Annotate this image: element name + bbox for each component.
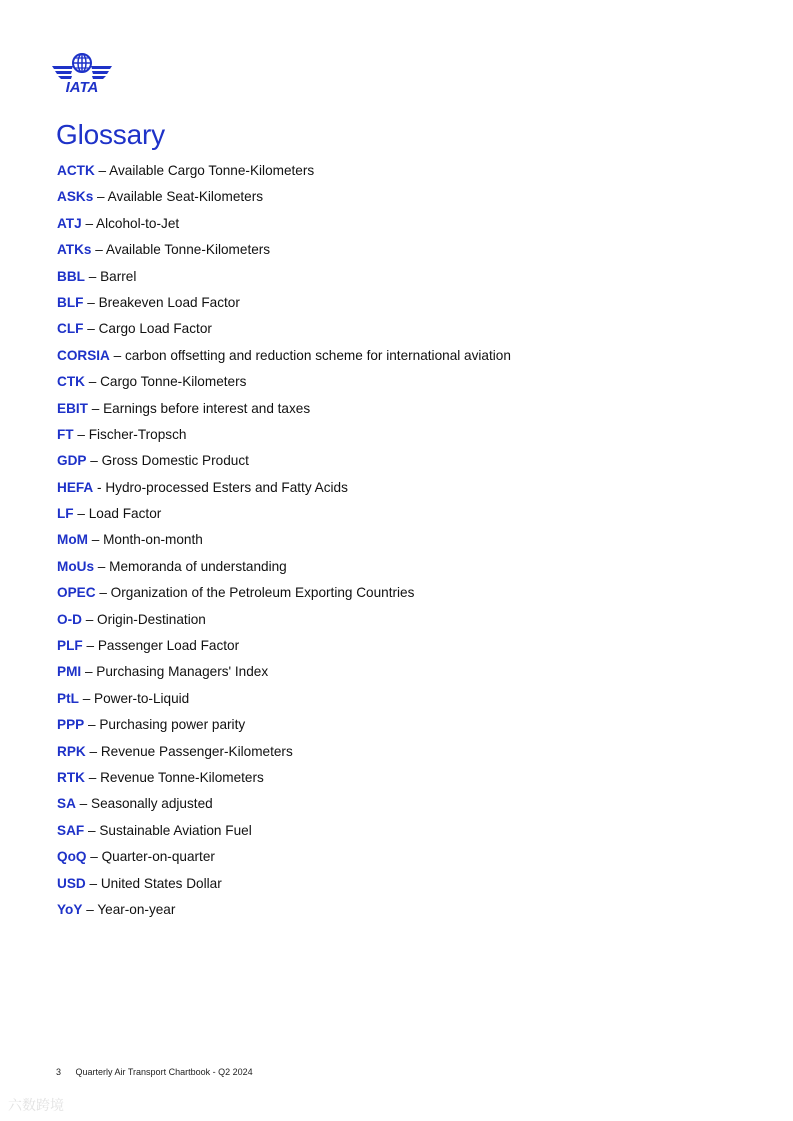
glossary-entry <box>57 607 777 633</box>
glossary-separator: – <box>88 268 97 284</box>
glossary-term: CORSIA <box>57 347 110 363</box>
glossary-definition: Revenue Tonne-Kilometers <box>100 769 264 785</box>
glossary-definition: Purchasing Managers' Index <box>96 664 269 680</box>
glossary-term: SA <box>57 796 76 812</box>
glossary-term: USD <box>57 875 86 891</box>
glossary-separator: – <box>99 585 107 601</box>
glossary-entry <box>57 818 777 844</box>
glossary-entry <box>57 290 777 316</box>
glossary-definition: Fischer-Tropsch <box>88 426 187 442</box>
glossary-definition: Cargo Load Factor <box>98 321 212 337</box>
glossary-entry <box>57 158 777 184</box>
glossary-term: QoQ <box>57 849 87 865</box>
glossary-definition: Hydro-processed Esters and Fatty Acids <box>105 479 348 495</box>
glossary-entry <box>57 659 777 685</box>
glossary-separator: – <box>97 189 105 205</box>
glossary-definition: Origin-Destination <box>97 611 206 627</box>
glossary-entry <box>57 369 777 395</box>
glossary-entry <box>57 791 777 817</box>
glossary-entry <box>57 264 777 290</box>
glossary-definition: Available Tonne-Kilometers <box>105 242 271 258</box>
glossary-separator: – <box>88 769 97 785</box>
glossary-definition: Load Factor <box>88 506 162 522</box>
glossary-separator: – <box>77 506 85 522</box>
iata-globe-wings-icon <box>51 52 113 94</box>
iata-logo <box>51 52 113 94</box>
glossary-entry <box>57 554 777 580</box>
glossary-separator: – <box>77 426 85 442</box>
glossary-entry <box>57 633 777 659</box>
glossary-term: HEFA <box>57 479 94 495</box>
glossary-list <box>57 158 777 923</box>
glossary-term: O-D <box>57 611 82 627</box>
glossary-definition: Month-on-month <box>103 532 203 548</box>
glossary-term: ATKs <box>57 242 92 258</box>
glossary-definition: Quarter-on-quarter <box>101 849 215 865</box>
glossary-definition: Barrel <box>100 268 137 284</box>
glossary-definition: United States Dollar <box>100 875 222 891</box>
glossary-entry <box>57 475 777 501</box>
glossary-entry <box>57 765 777 791</box>
glossary-definition: carbon offsetting and reduction scheme for international aviation <box>125 347 511 363</box>
glossary-entry <box>57 211 777 237</box>
glossary-separator: – <box>91 532 100 548</box>
glossary-term: SAF <box>57 822 85 838</box>
page-number: 3 <box>56 1067 62 1077</box>
glossary-definition: Revenue Passenger-Kilometers <box>100 743 293 759</box>
glossary-term: RPK <box>57 743 86 759</box>
watermark: 六数跨境 <box>8 1097 64 1113</box>
glossary-separator: – <box>79 796 88 812</box>
glossary-separator: – <box>89 875 98 891</box>
glossary-term: YoY <box>57 901 83 917</box>
glossary-term: MoM <box>57 532 88 548</box>
glossary-term: ATJ <box>57 215 82 231</box>
glossary-term: MoUs <box>57 558 95 574</box>
glossary-entry <box>57 316 777 342</box>
glossary-entry <box>57 871 777 897</box>
glossary-separator: – <box>113 347 122 363</box>
glossary-definition: Available Seat-Kilometers <box>107 189 264 205</box>
glossary-term: BBL <box>57 268 85 284</box>
glossary-term: PtL <box>57 690 79 706</box>
glossary-definition: Memoranda of understanding <box>109 558 287 574</box>
glossary-separator: – <box>97 558 106 574</box>
glossary-term: EBIT <box>57 400 88 416</box>
page-footer <box>56 1067 253 1077</box>
glossary-definition: Cargo Tonne-Kilometers <box>100 374 247 390</box>
glossary-definition: Breakeven Load Factor <box>98 294 240 310</box>
glossary-term: BLF <box>57 294 84 310</box>
glossary-separator: – <box>84 664 93 680</box>
glossary-definition: Passenger Load Factor <box>97 638 240 654</box>
glossary-term: GDP <box>57 453 87 469</box>
glossary-separator: – <box>85 215 94 231</box>
glossary-definition: Alcohol-to-Jet <box>96 215 180 231</box>
glossary-definition: Sustainable Aviation Fuel <box>99 822 252 838</box>
glossary-term: CLF <box>57 321 84 337</box>
glossary-definition: Power-to-Liquid <box>94 690 190 706</box>
glossary-entry <box>57 396 777 422</box>
glossary-separator: – <box>85 611 94 627</box>
glossary-term: FT <box>57 426 74 442</box>
glossary-separator: – <box>88 374 97 390</box>
glossary-entry <box>57 343 777 369</box>
glossary-term: ASKs <box>57 189 94 205</box>
glossary-entry <box>57 501 777 527</box>
glossary-entry <box>57 712 777 738</box>
glossary-term: LF <box>57 506 74 522</box>
glossary-definition: Year-on-year <box>97 901 176 917</box>
glossary-separator: – <box>87 321 95 337</box>
glossary-term: OPEC <box>57 585 96 601</box>
glossary-entry <box>57 237 777 263</box>
glossary-separator: – <box>82 690 91 706</box>
glossary-entry <box>57 527 777 553</box>
glossary-term: PLF <box>57 638 83 654</box>
glossary-definition: Organization of the Petroleum Exporting Countries <box>110 585 415 601</box>
glossary-entry <box>57 739 777 765</box>
glossary-entry <box>57 897 777 923</box>
glossary-entry <box>57 448 777 474</box>
glossary-separator: – <box>87 294 95 310</box>
glossary-separator: – <box>95 242 103 258</box>
page-title: Glossary <box>56 119 165 150</box>
glossary-entry <box>57 844 777 870</box>
glossary-entry <box>57 580 777 606</box>
glossary-entry <box>57 686 777 712</box>
glossary-separator: – <box>87 822 96 838</box>
glossary-separator: – <box>98 163 107 178</box>
glossary-separator: – <box>90 453 98 469</box>
glossary-separator: – <box>91 400 100 416</box>
glossary-definition: Purchasing power parity <box>99 717 246 733</box>
glossary-separator: - <box>97 479 102 495</box>
glossary-separator: – <box>89 743 98 759</box>
glossary-term: PMI <box>57 664 82 680</box>
glossary-term: CTK <box>57 374 85 390</box>
glossary-term: RTK <box>57 769 85 785</box>
glossary-term: ACTK <box>57 163 95 178</box>
glossary-definition: Gross Domestic Product <box>101 453 249 469</box>
glossary-separator: – <box>86 638 95 654</box>
document-title: Quarterly Air Transport Chartbook - Q2 2024 <box>75 1067 253 1077</box>
glossary-separator: – <box>90 849 98 865</box>
glossary-definition: Seasonally adjusted <box>91 796 213 812</box>
logo-wordmark: IATA <box>65 79 99 94</box>
glossary-definition: Earnings before interest and taxes <box>103 400 311 416</box>
glossary-separator: – <box>87 717 96 733</box>
glossary-entry <box>57 184 777 210</box>
glossary-entry <box>57 422 777 448</box>
glossary-separator: – <box>86 901 94 917</box>
glossary-definition: Available Cargo Tonne-Kilometers <box>109 163 315 178</box>
glossary-term: PPP <box>57 717 85 733</box>
